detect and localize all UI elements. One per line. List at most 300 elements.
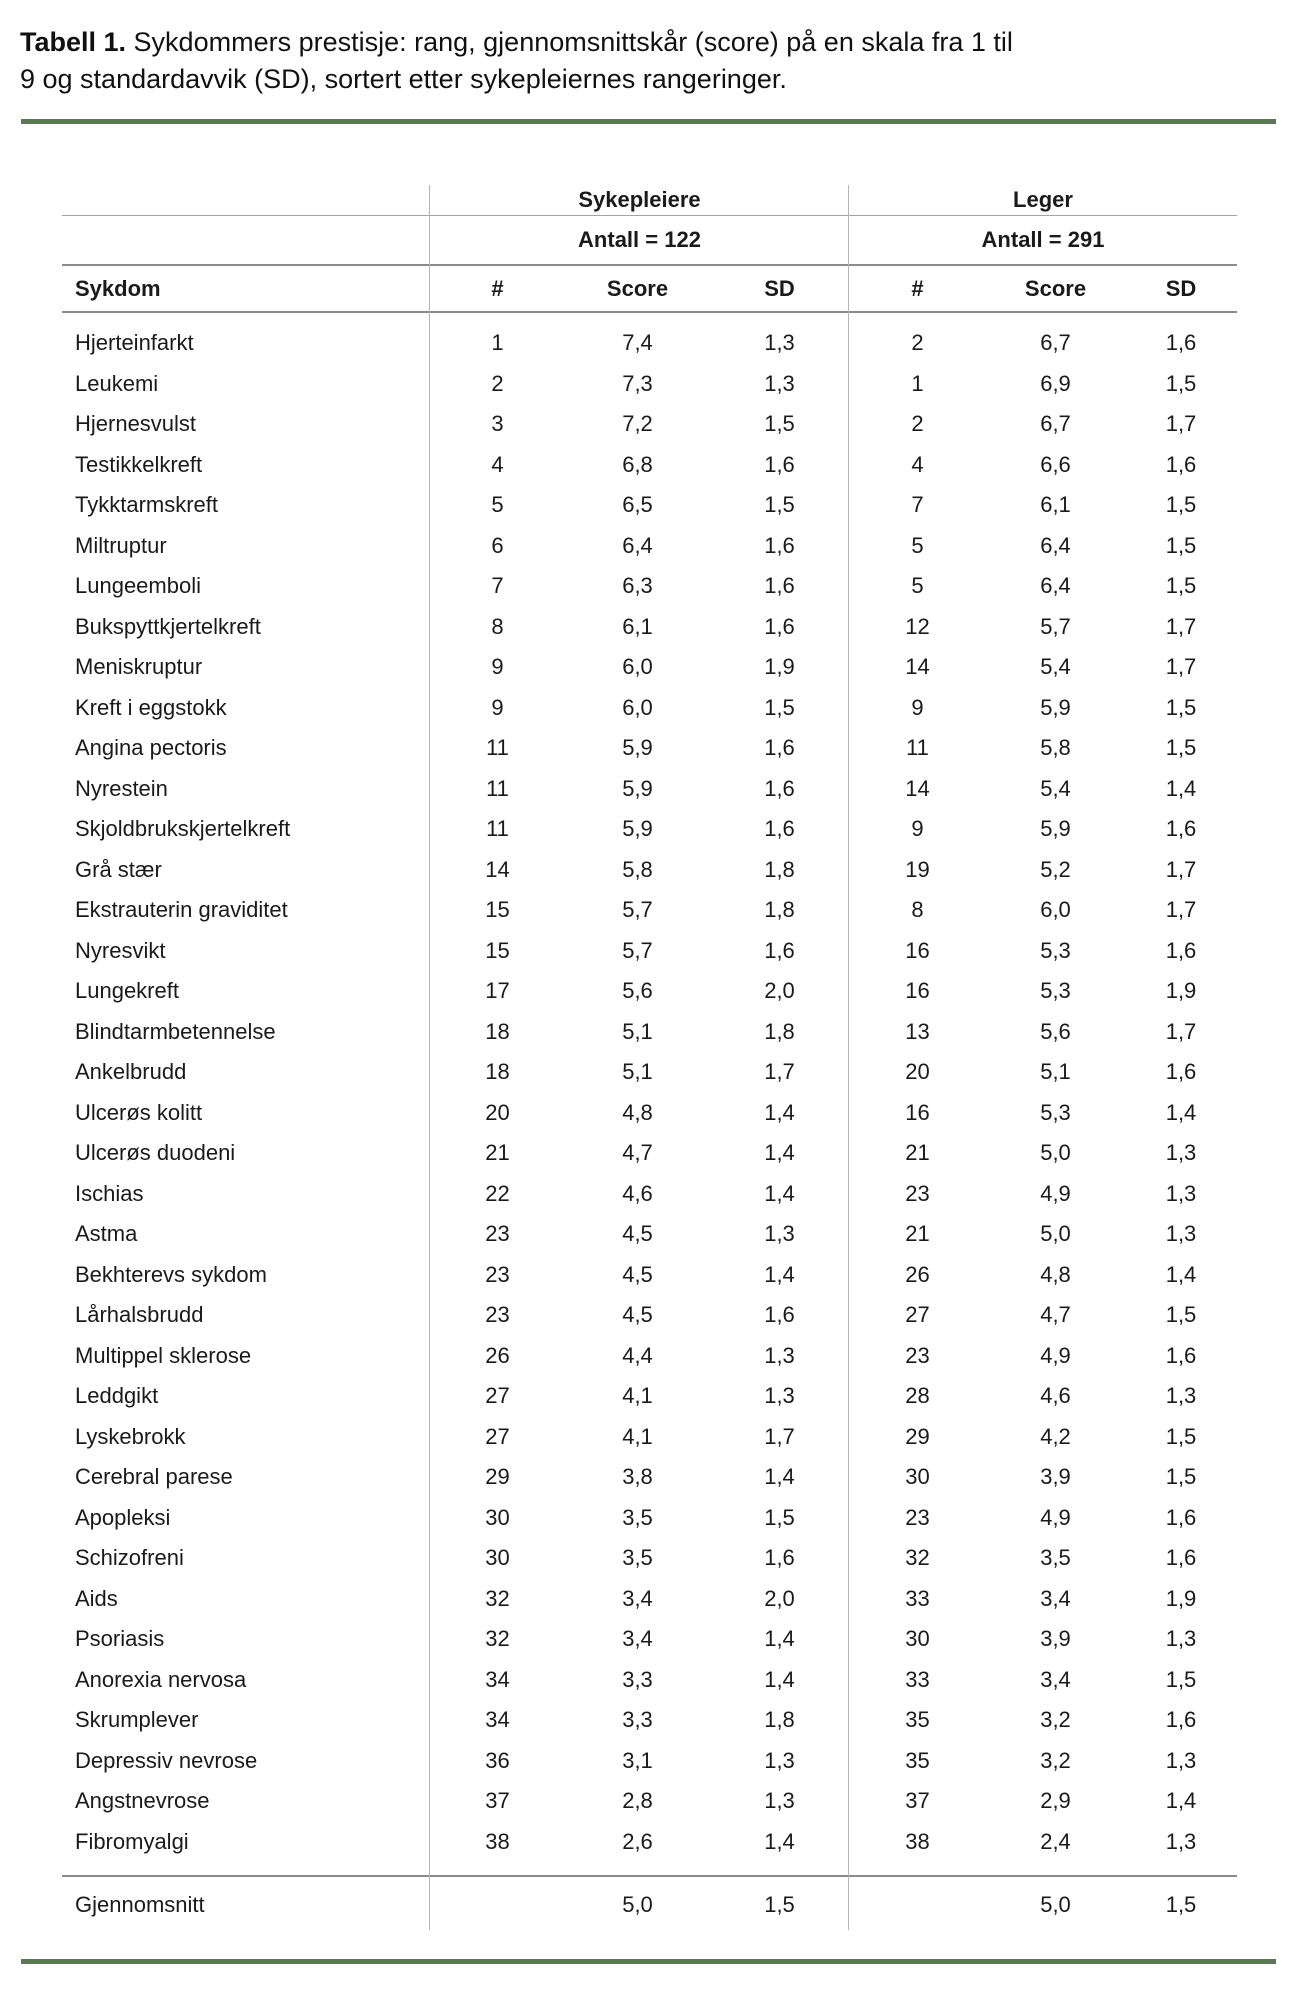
disease-name: Meniskruptur [75,654,203,680]
sykepleiere-score: 7,3 [622,370,653,396]
footer-leg-score: 5,0 [1040,1891,1071,1917]
disease-name: Lungeemboli [75,573,201,599]
table-row [62,890,1237,931]
sykepleiere-score: 3,4 [622,1585,653,1611]
disease-name: Skjoldbrukskjertelkreft [75,816,291,842]
disease-name: Bukspyttkjertelkreft [75,613,261,639]
leger-rank: 33 [905,1585,930,1611]
footer-syk-sd: 1,5 [764,1891,795,1917]
sykepleiere-sd: 1,6 [764,735,795,761]
sykepleiere-rank: 3 [491,411,504,437]
sykepleiere-rank: 9 [491,694,504,720]
disease-name: Ekstrauterin graviditet [75,897,288,923]
disease-name: Bekhterevs sykdom [75,1261,267,1287]
sykepleiere-rank: 4 [491,451,504,477]
leger-sd: 1,5 [1165,1464,1197,1490]
column-header-disease: Sykdom [75,275,161,301]
leger-rank: 21 [905,1140,930,1166]
sykepleiere-rank: 7 [491,573,504,599]
sykepleiere-sd: 1,3 [764,1342,795,1368]
leger-rank: 28 [905,1383,930,1409]
leger-rank: 14 [905,654,930,680]
sykepleiere-score: 5,1 [622,1059,653,1085]
table-caption-text: Sykdommers prestisje: rang, gjennomsnittskår (score) på en skala fra 1 til 9 og standardavvik (SD), sortert etter sykepleiernes rangeringer. [20,27,1013,94]
disease-name: Multippel sklerose [75,1342,252,1368]
sykepleiere-score: 4,8 [622,1099,653,1125]
leger-sd: 1,4 [1165,1099,1197,1125]
leger-sd: 1,6 [1165,816,1197,842]
leger-rank: 29 [905,1423,930,1449]
column-header-leg-score: Score [1024,275,1087,301]
leger-score: 3,4 [1040,1585,1071,1611]
leger-rank: 23 [905,1504,930,1530]
sykepleiere-sd: 1,3 [764,370,795,396]
sykepleiere-rank: 23 [485,1302,510,1328]
column-header-syk-rank: # [491,275,504,301]
sykepleiere-score: 2,6 [622,1828,653,1854]
footer-leg-sd: 1,5 [1165,1891,1197,1917]
sykepleiere-score: 7,4 [622,330,653,356]
leger-sd: 1,3 [1165,1828,1197,1854]
table-row [62,1093,1237,1134]
footer-syk-score: 5,0 [622,1891,653,1917]
table-row [62,1417,1237,1458]
leger-score: 5,2 [1040,856,1071,882]
sykepleiere-score: 6,4 [622,532,653,558]
leger-score: 3,5 [1040,1545,1071,1571]
leger-rank: 23 [905,1180,930,1206]
sykepleiere-sd: 1,8 [764,856,795,882]
leger-score: 5,6 [1040,1018,1071,1044]
leger-sd: 1,7 [1165,411,1197,437]
leger-sd: 1,5 [1165,735,1197,761]
table-row [62,769,1237,810]
leger-sd: 1,7 [1165,654,1197,680]
table-row [62,1214,1237,1255]
leger-score: 5,3 [1040,1099,1071,1125]
sykepleiere-sd: 1,6 [764,451,795,477]
disease-name: Ulcerøs duodeni [75,1140,236,1166]
sykepleiere-score: 5,1 [622,1018,653,1044]
sykepleiere-rank: 30 [485,1545,510,1571]
sykepleiere-sd: 2,0 [764,1585,795,1611]
leger-rank: 20 [905,1059,930,1085]
disease-name: Angstnevrose [75,1788,210,1814]
leger-sd: 1,3 [1165,1221,1197,1247]
table-row [62,445,1237,486]
leger-sd: 1,3 [1165,1626,1197,1652]
sykepleiere-rank: 37 [485,1788,510,1814]
sykepleiere-sd: 1,6 [764,532,795,558]
table-row [62,566,1237,607]
table-row [62,364,1237,405]
leger-sd: 1,7 [1165,856,1197,882]
column-header-leg-rank: # [911,275,924,301]
sykepleiere-score: 4,4 [622,1342,653,1368]
sykepleiere-sd: 1,4 [764,1464,795,1490]
leger-rank: 2 [911,330,924,356]
table-row [62,485,1237,526]
sykepleiere-sd: 1,3 [764,1747,795,1773]
leger-score: 5,0 [1040,1140,1071,1166]
sykepleiere-score: 3,5 [622,1545,653,1571]
column-divider-right [848,185,849,1930]
sykepleiere-score: 3,4 [622,1626,653,1652]
leger-rank: 27 [905,1302,930,1328]
table-row [62,1174,1237,1215]
table-row [62,607,1237,648]
sykepleiere-rank: 20 [485,1099,510,1125]
disease-name: Grå stær [75,856,162,882]
sykepleiere-sd: 1,6 [764,816,795,842]
sykepleiere-sd: 1,5 [764,1504,795,1530]
leger-score: 6,4 [1040,532,1071,558]
sykepleiere-score: 7,2 [622,411,653,437]
sykepleiere-sd: 1,8 [764,897,795,923]
leger-score: 4,9 [1040,1180,1071,1206]
group-header-leger: Leger [1013,187,1073,212]
sykepleiere-score: 5,9 [622,816,653,842]
disease-name: Depressiv nevrose [75,1747,258,1773]
sykepleiere-sd: 1,6 [764,1302,795,1328]
leger-rank: 19 [905,856,930,882]
leger-score: 6,9 [1040,370,1071,396]
leger-score: 5,3 [1040,937,1071,963]
sykepleiere-sd: 1,3 [764,1221,795,1247]
leger-sd: 1,3 [1165,1140,1197,1166]
sykepleiere-rank: 34 [485,1707,510,1733]
sykepleiere-score: 6,8 [622,451,653,477]
disease-name: Ulcerøs kolitt [75,1099,203,1125]
group-header-row [62,185,1237,216]
disease-name: Leddgikt [75,1383,159,1409]
sykepleiere-sd: 1,5 [764,492,795,518]
table-row [62,1457,1237,1498]
sykepleiere-rank: 23 [485,1221,510,1247]
sykepleiere-sd: 1,3 [764,1788,795,1814]
sykepleiere-sd: 1,8 [764,1707,795,1733]
column-divider-left [429,185,430,1930]
sykepleiere-rank: 1 [491,330,504,356]
sykepleiere-score: 4,5 [622,1302,653,1328]
sykepleiere-sd: 1,4 [764,1180,795,1206]
leger-sd: 1,4 [1165,1261,1197,1287]
sykepleiere-rank: 18 [485,1059,510,1085]
sykepleiere-score: 6,1 [622,613,653,639]
leger-sd: 1,6 [1165,1059,1197,1085]
leger-sd: 1,9 [1165,1585,1197,1611]
sykepleiere-rank: 17 [485,978,510,1004]
leger-sd: 1,6 [1165,937,1197,963]
sample-size-leger: Antall = 291 [981,227,1105,252]
sykepleiere-rank: 5 [491,492,504,518]
leger-rank: 33 [905,1666,930,1692]
sykepleiere-score: 5,8 [622,856,653,882]
leger-sd: 1,6 [1165,1545,1197,1571]
leger-rank: 16 [905,937,930,963]
sykepleiere-score: 5,9 [622,775,653,801]
leger-score: 5,3 [1040,978,1071,1004]
leger-score: 5,4 [1040,775,1071,801]
leger-score: 5,9 [1040,816,1071,842]
table-caption-number: Tabell 1. [20,27,127,57]
sykepleiere-rank: 6 [491,532,504,558]
leger-sd: 1,3 [1165,1383,1197,1409]
sykepleiere-rank: 36 [485,1747,510,1773]
leger-rank: 4 [911,451,924,477]
leger-score: 6,6 [1040,451,1071,477]
column-header-row [62,266,1237,313]
leger-rank: 9 [911,694,924,720]
table-row [62,1295,1237,1336]
disease-name: Kreft i eggstokk [75,694,227,720]
leger-sd: 1,4 [1165,775,1197,801]
leger-sd: 1,5 [1165,1302,1197,1328]
sykepleiere-score: 2,8 [622,1788,653,1814]
table-row [62,931,1237,972]
leger-score: 5,0 [1040,1221,1071,1247]
leger-sd: 1,7 [1165,613,1197,639]
sykepleiere-sd: 1,4 [764,1828,795,1854]
disease-name: Fibromyalgi [75,1828,189,1854]
leger-rank: 5 [911,532,924,558]
leger-score: 4,9 [1040,1342,1071,1368]
disease-name: Lungekreft [75,978,179,1004]
sykepleiere-rank: 11 [486,816,509,842]
sykepleiere-score: 3,8 [622,1464,653,1490]
sykepleiere-rank: 18 [485,1018,510,1044]
disease-name: Leukemi [75,370,159,396]
leger-score: 3,2 [1040,1747,1071,1773]
table-body [62,313,1237,1862]
leger-score: 4,9 [1040,1504,1071,1530]
column-header-syk-sd: SD [764,275,795,301]
sykepleiere-score: 6,3 [622,573,653,599]
leger-rank: 7 [911,492,924,518]
table-row [62,526,1237,567]
sykepleiere-rank: 26 [485,1342,510,1368]
table-row [62,971,1237,1012]
disease-name: Miltruptur [75,532,167,558]
sykepleiere-score: 4,5 [622,1221,653,1247]
table-row [62,850,1237,891]
sykepleiere-rank: 34 [485,1666,510,1692]
sykepleiere-sd: 1,6 [764,573,795,599]
sykepleiere-score: 5,6 [622,978,653,1004]
sykepleiere-rank: 21 [485,1140,510,1166]
sykepleiere-score: 5,7 [622,897,653,923]
disease-name: Lyskebrokk [75,1423,186,1449]
sykepleiere-sd: 1,7 [764,1423,795,1449]
leger-rank: 30 [905,1464,930,1490]
sykepleiere-score: 6,0 [622,654,653,680]
leger-sd: 1,3 [1165,1180,1197,1206]
disease-name: Ischias [75,1180,144,1206]
sykepleiere-sd: 1,3 [764,1383,795,1409]
sample-size-sykepleiere: Antall = 122 [578,227,701,252]
leger-score: 6,4 [1040,573,1071,599]
leger-score: 3,9 [1040,1626,1071,1652]
sykepleiere-rank: 15 [485,937,510,963]
leger-sd: 1,6 [1165,1504,1197,1530]
prestige-table [62,185,1237,1932]
sykepleiere-sd: 1,4 [764,1666,795,1692]
leger-sd: 1,5 [1165,370,1197,396]
disease-name: Apopleksi [75,1504,171,1530]
disease-name: Lårhalsbrudd [75,1302,204,1328]
disease-name: Tykktarmskreft [75,492,219,518]
sykepleiere-rank: 23 [485,1261,510,1287]
leger-rank: 1 [911,370,924,396]
leger-sd: 1,4 [1165,1788,1197,1814]
disease-name: Ankelbrudd [75,1059,187,1085]
leger-score: 3,4 [1040,1666,1071,1692]
leger-rank: 16 [905,978,930,1004]
sykepleiere-rank: 29 [485,1464,510,1490]
leger-rank: 38 [905,1828,930,1854]
leger-rank: 30 [905,1626,930,1652]
disease-name: Psoriasis [75,1626,165,1652]
disease-name: Testikkelkreft [75,451,203,477]
table-row [62,1133,1237,1174]
table-row [62,1498,1237,1539]
table-row [62,1538,1237,1579]
sample-size-row [62,216,1237,266]
disease-name: Hjernesvulst [75,411,197,437]
leger-score: 3,9 [1040,1464,1071,1490]
disease-name: Aids [75,1585,118,1611]
leger-sd: 1,5 [1165,492,1197,518]
sykepleiere-sd: 1,4 [764,1140,795,1166]
table-row [62,1781,1237,1822]
leger-sd: 1,5 [1165,532,1197,558]
leger-score: 4,8 [1040,1261,1071,1287]
leger-sd: 1,5 [1165,573,1197,599]
table-row [62,323,1237,364]
table-caption [20,24,1015,98]
sykepleiere-score: 4,7 [622,1140,653,1166]
leger-sd: 1,6 [1165,330,1197,356]
sykepleiere-rank: 11 [486,775,509,801]
table-row [62,647,1237,688]
table-row [62,1822,1237,1863]
leger-sd: 1,9 [1165,978,1197,1004]
footer-label: Gjennomsnitt [75,1891,205,1917]
leger-rank: 11 [906,735,929,761]
sykepleiere-sd: 1,6 [764,1545,795,1571]
column-header-leg-sd: SD [1165,275,1197,301]
leger-rank: 12 [905,613,930,639]
leger-score: 4,6 [1040,1383,1071,1409]
sykepleiere-sd: 1,4 [764,1626,795,1652]
sykepleiere-sd: 1,4 [764,1099,795,1125]
leger-score: 6,1 [1040,492,1071,518]
table-row [62,1052,1237,1093]
leger-score: 3,2 [1040,1707,1071,1733]
table-row [62,688,1237,729]
table-row [62,404,1237,445]
disease-name: Nyresvikt [75,937,166,963]
sykepleiere-sd: 1,6 [764,613,795,639]
sykepleiere-sd: 1,3 [764,330,795,356]
sykepleiere-score: 6,0 [622,694,653,720]
disease-name: Schizofreni [75,1545,184,1571]
sykepleiere-sd: 1,5 [764,694,795,720]
table-row [62,1660,1237,1701]
leger-sd: 1,7 [1165,897,1197,923]
sykepleiere-rank: 32 [485,1585,510,1611]
leger-score: 6,7 [1040,411,1071,437]
leger-rank: 26 [905,1261,930,1287]
leger-rank: 23 [905,1342,930,1368]
sykepleiere-rank: 22 [485,1180,510,1206]
leger-score: 5,1 [1040,1059,1071,1085]
leger-rank: 2 [911,411,924,437]
leger-rank: 21 [905,1221,930,1247]
leger-sd: 1,6 [1165,1707,1197,1733]
disease-name: Anorexia nervosa [75,1666,247,1692]
bottom-divider [21,1959,1276,1964]
footer-row [62,1877,1237,1932]
sykepleiere-rank: 27 [485,1383,510,1409]
disease-name: Cerebral parese [75,1464,233,1490]
table-row [62,1376,1237,1417]
sykepleiere-score: 5,7 [622,937,653,963]
sykepleiere-sd: 1,6 [764,937,795,963]
leger-score: 4,2 [1040,1423,1071,1449]
sykepleiere-score: 4,1 [622,1423,653,1449]
leger-rank: 35 [905,1707,930,1733]
leger-score: 5,8 [1040,735,1071,761]
leger-sd: 1,5 [1165,1666,1197,1692]
leger-score: 2,9 [1040,1788,1071,1814]
leger-score: 5,7 [1040,613,1071,639]
leger-rank: 16 [905,1099,930,1125]
sykepleiere-sd: 1,6 [764,775,795,801]
disease-name: Astma [75,1221,138,1247]
leger-score: 4,7 [1040,1302,1071,1328]
sykepleiere-rank: 9 [491,654,504,680]
sykepleiere-score: 3,1 [622,1747,653,1773]
sykepleiere-score: 5,9 [622,735,653,761]
sykepleiere-rank: 14 [485,856,510,882]
sykepleiere-sd: 2,0 [764,978,795,1004]
sykepleiere-rank: 30 [485,1504,510,1530]
leger-sd: 1,6 [1165,1342,1197,1368]
sykepleiere-rank: 38 [485,1828,510,1854]
leger-sd: 1,6 [1165,451,1197,477]
sykepleiere-score: 3,3 [622,1666,653,1692]
disease-name: Skrumplever [75,1707,199,1733]
sykepleiere-rank: 27 [485,1423,510,1449]
leger-sd: 1,5 [1165,1423,1197,1449]
leger-score: 6,7 [1040,330,1071,356]
sykepleiere-sd: 1,7 [764,1059,795,1085]
sykepleiere-rank: 32 [485,1626,510,1652]
leger-rank: 14 [905,775,930,801]
sykepleiere-rank: 2 [491,370,504,396]
group-header-sykepleiere: Sykepleiere [578,187,701,212]
table-row [62,809,1237,850]
leger-score: 5,9 [1040,694,1071,720]
disease-name: Hjerteinfarkt [75,330,194,356]
table-row [62,1012,1237,1053]
table-row [62,728,1237,769]
table-row [62,1700,1237,1741]
sykepleiere-score: 3,3 [622,1707,653,1733]
sykepleiere-sd: 1,9 [764,654,795,680]
leger-rank: 35 [905,1747,930,1773]
